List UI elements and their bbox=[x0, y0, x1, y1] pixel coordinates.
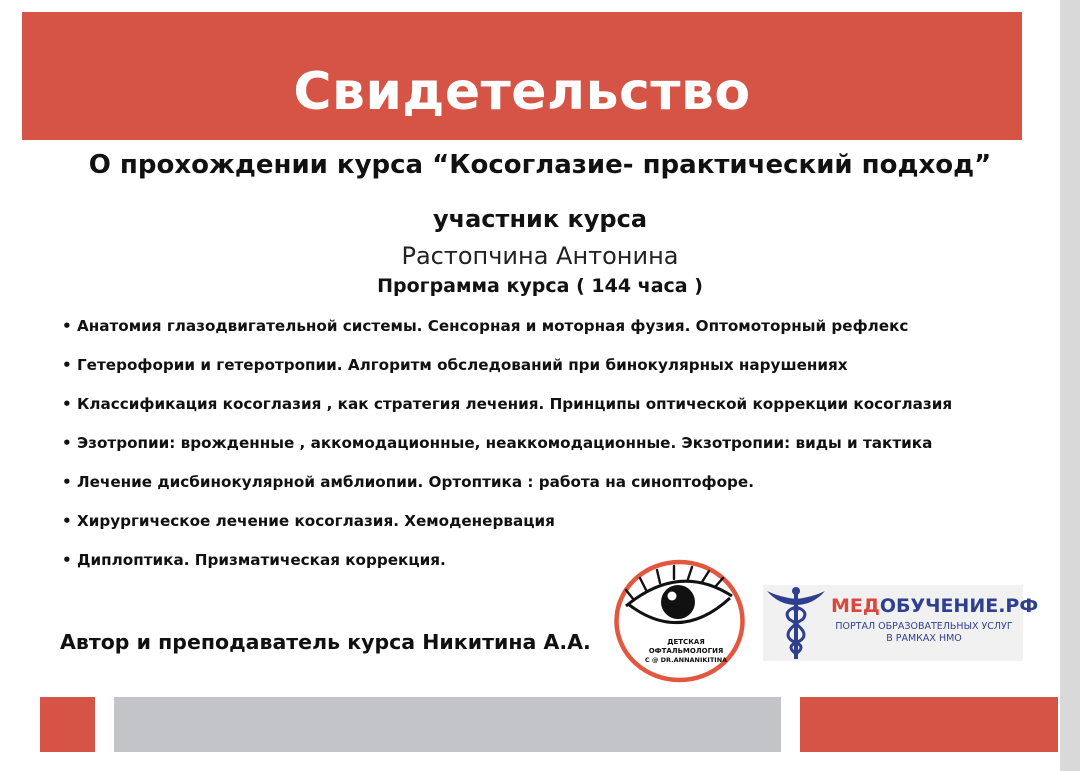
med-logo-subtitle-line1: ПОРТАЛ ОБРАЗОВАТЕЛЬНЫХ УСЛУГ bbox=[835, 621, 1013, 632]
list-item: • Эзотропии: врожденные , аккомодационные, неаккомодационные. Экзотропии: виды и тактика bbox=[62, 434, 933, 452]
footer-red-block-left bbox=[40, 697, 95, 752]
eye-logo-graphic bbox=[612, 558, 747, 684]
certificate-title: Свидетельство bbox=[293, 62, 751, 122]
eye-logo-line3: С @ DR.ANNANIKITINA bbox=[644, 656, 728, 664]
participant-label: участник курса bbox=[432, 205, 648, 233]
list-item: • Диплоптика. Призматическая коррекция. bbox=[62, 551, 446, 569]
med-logo-title-red: МЕД bbox=[831, 595, 880, 617]
footer-red-block-right bbox=[800, 697, 1058, 752]
topics-list bbox=[62, 313, 1052, 586]
med-logo bbox=[763, 585, 1039, 661]
list-item: • Лечение дисбинокулярной амблиопии. Ортоптика : работа на синоптофоре. bbox=[62, 473, 754, 491]
list-item: • Анатомия глазодвигательной системы. Сенсорная и моторная фузия. Оптомоторный рефлекс bbox=[62, 317, 909, 335]
eye-logo bbox=[612, 558, 747, 684]
med-logo-subtitle bbox=[829, 621, 1019, 645]
med-logo-title bbox=[831, 595, 1038, 617]
list-item: • Хирургическое лечение косоглазия. Хемоденервация bbox=[62, 512, 555, 530]
eye-logo-line2: ОФТАЛЬМОЛОГИЯ bbox=[648, 647, 724, 655]
page-edge-shadow bbox=[1060, 0, 1080, 771]
caduceus-icon bbox=[765, 585, 827, 661]
author-line: Автор и преподаватель курса Никитина А.А. bbox=[60, 630, 591, 654]
list-item: • Гетерофории и гетеротропии. Алгоритм обследований при бинокулярных нарушениях bbox=[62, 356, 848, 374]
eye-logo-line1: ДЕТСКАЯ bbox=[667, 638, 705, 646]
program-heading: Программа курса ( 144 часа ) bbox=[377, 275, 703, 297]
med-logo-subtitle-line2: В РАМКАХ НМО bbox=[886, 633, 962, 644]
list-item: • Классификация косоглазия , как стратегия лечения. Принципы оптической коррекции косоглазия bbox=[62, 395, 953, 413]
med-logo-title-blue: ОБУЧЕНИЕ.РФ bbox=[879, 595, 1039, 617]
participant-name: Растопчина Антонина bbox=[401, 242, 679, 270]
title-banner bbox=[22, 12, 1022, 140]
footer-gray-bar bbox=[114, 697, 781, 752]
course-subtitle: О прохождении курса “Косоглазие- практический подход” bbox=[88, 150, 992, 180]
